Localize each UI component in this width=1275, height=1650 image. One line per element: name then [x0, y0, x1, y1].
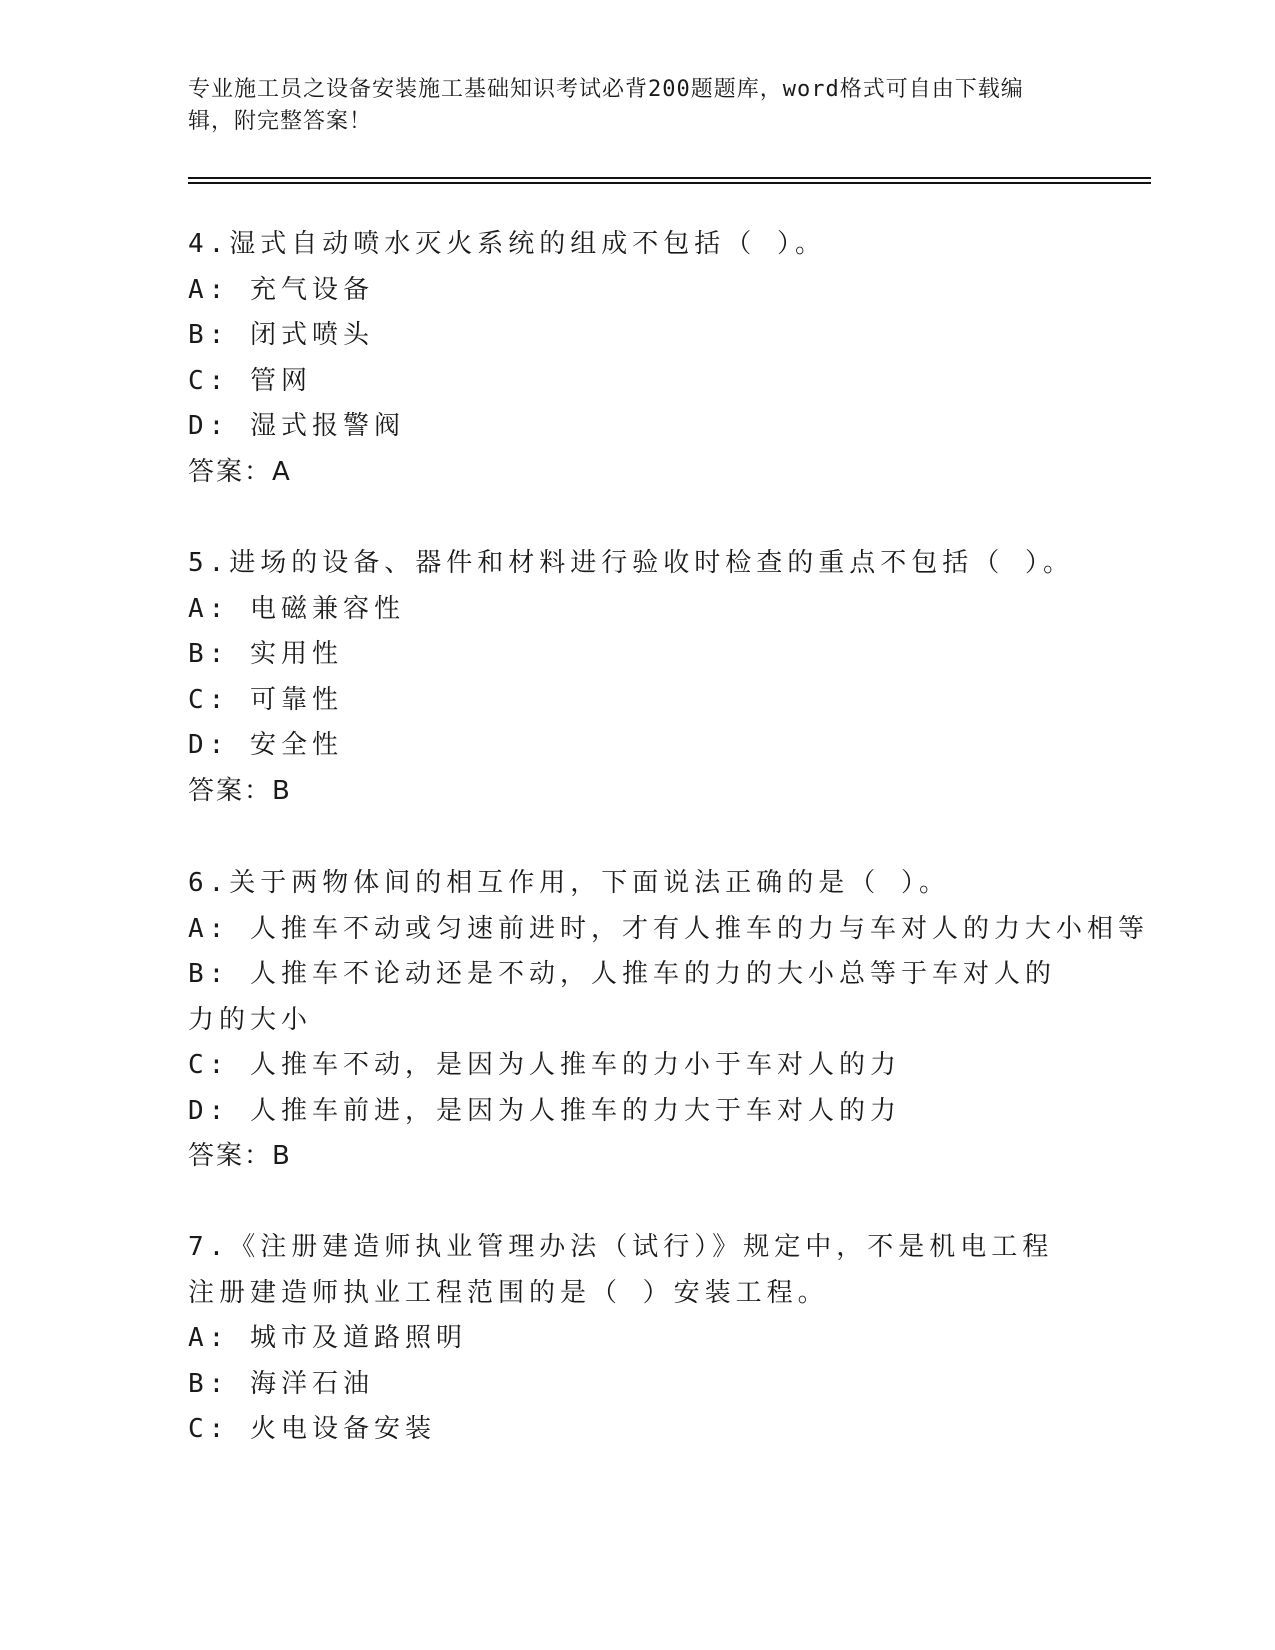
question-6: [188, 861, 1149, 1180]
question-4: [188, 222, 1078, 495]
option-c: C: 火电设备安装: [188, 1414, 436, 1444]
option-d: D: 人推车前进，是因为人推车的力大于车对人的力: [188, 1095, 901, 1126]
option-d: D: 湿式报警阀: [188, 411, 405, 441]
option-a: A: 充气设备: [188, 274, 374, 305]
question-stem: 4.湿式自动喷水灭火系统的组成不包括（ ）。: [188, 229, 826, 259]
question-5: [188, 541, 1078, 814]
option-b: B: 闭式喷头: [188, 320, 374, 350]
option-a: A: 城市及道路照明: [188, 1323, 467, 1353]
option-c: C: 管网: [188, 365, 312, 396]
option-c: C: 人推车不动，是因为人推车的力小于车对人的力: [188, 1050, 901, 1080]
question-stem: 7.《注册建造师执业管理办法（试行）》规定中，不是机电工程注册建造师执业工程范围的是（ ）安装工程。: [188, 1232, 1054, 1308]
answer: 答案：A: [188, 456, 292, 487]
option-b: B: 实用性: [188, 639, 343, 669]
option-b: B: 海洋石油: [188, 1368, 374, 1399]
option-c: C: 可靠性: [188, 684, 343, 715]
question-7: [188, 1225, 1078, 1453]
option-a: A: 电磁兼容性: [188, 593, 405, 624]
option-d: D: 安全性: [188, 730, 343, 760]
question-stem: 6.关于两物体间的相互作用，下面说法正确的是（ ）。: [188, 868, 950, 898]
option-b: B: 人推车不论动还是不动，人推车的力的大小总等于车对人的力的大小: [188, 959, 1056, 1035]
header-rule-bottom: [188, 182, 1151, 184]
option-a: A: 人推车不动或匀速前进时，才有人推车的力与车对人的力大小相等: [188, 913, 1149, 944]
header-rule-top: [188, 177, 1151, 179]
header-text: 专业施工员之设备安装施工基础知识考试必背200题题库，word格式可自由下载编辑，附完整答案！: [188, 77, 1024, 134]
question-stem: 5.进场的设备、器件和材料进行验收时检查的重点不包括（ ）。: [188, 548, 1074, 578]
answer: 答案：B: [188, 1141, 292, 1171]
answer: 答案：B: [188, 775, 292, 806]
